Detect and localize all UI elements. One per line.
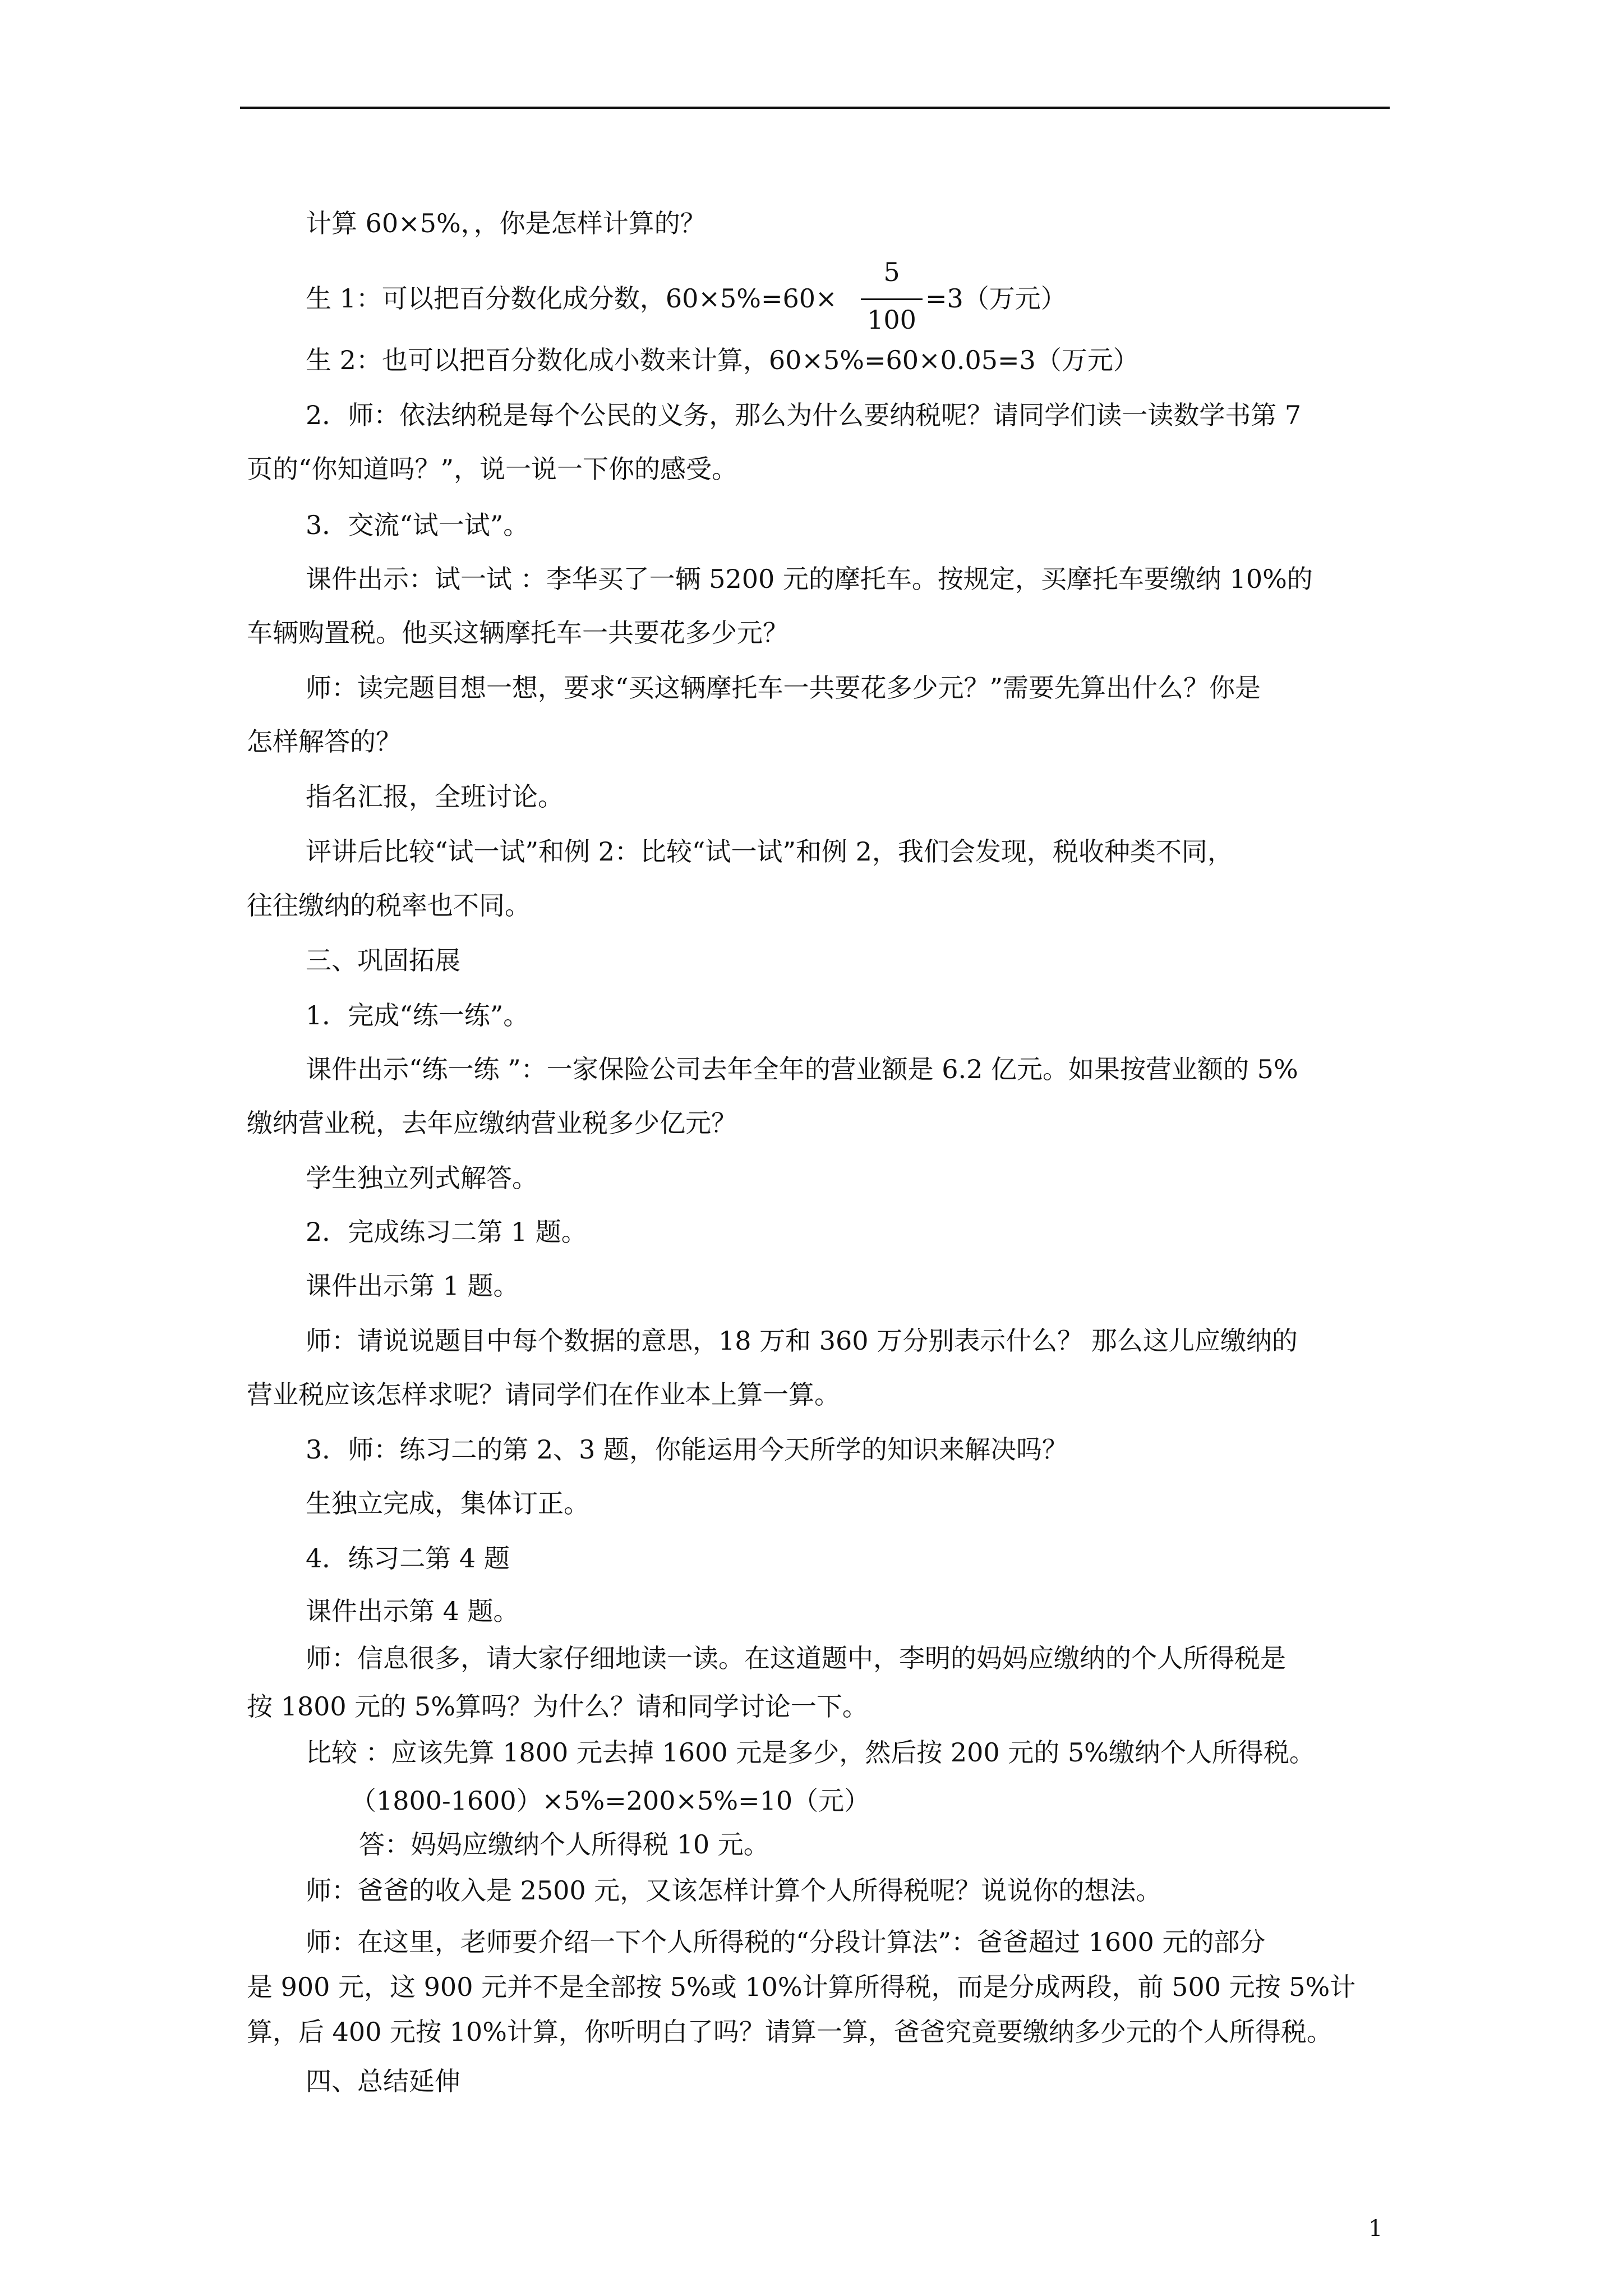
text-line: 1．完成“练一练”。 (306, 1000, 529, 1030)
section-heading: 三、巩固拓展 (306, 945, 460, 976)
page-number: 1 (1368, 2216, 1383, 2242)
text-line: 2．师：依法纳税是每个公民的义务，那么为什么要纳税呢？请同学们读一读数学书第 7 (306, 400, 1302, 430)
section-heading: 四、总结延伸 (306, 2066, 460, 2096)
text-line: 2．完成练习二第 1 题。 (306, 1217, 587, 1247)
text-line: 生 1：可以把百分数化成分数，60×5%=60× (306, 283, 837, 314)
text-line: 往往缴纳的税率也不同。 (247, 890, 531, 921)
header-rule (240, 107, 1390, 109)
text-line: 师：请说说题目中每个数据的意思，18 万和 360 万分别表示什么？ 那么这儿应缴纳的 (306, 1326, 1298, 1356)
text-line: 课件出示第 1 题。 (306, 1271, 519, 1301)
fraction-numerator: 5 (883, 257, 900, 287)
text-line: 按 1800 元的 5%算吗？为什么？请和同学讨论一下。 (247, 1691, 868, 1722)
text-line: 指名汇报，全班讨论。 (306, 781, 564, 812)
text-line: 比较 ：应该先算 1800 元去掉 1600 元是多少，然后按 200 元的 5%缴纳个人所得税。 (306, 1737, 1315, 1768)
text-line: 师：读完题目想一想，要求“买这辆摩托车一共要花多少元？”需要先算出什么？你是 (306, 673, 1261, 703)
text-line: 生 2：也可以把百分数化成小数来计算，60×5%=60×0.05=3（万元） (306, 345, 1139, 375)
text-line: 课件出示第 4 题。 (306, 1596, 519, 1626)
text-line: 学生独立列式解答。 (306, 1163, 538, 1193)
text-line: 课件出示“练一练 ”：一家保险公司去年全年的营业额是 6.2 亿元。如果按营业额的 5% (306, 1054, 1298, 1084)
equation-line: （1800-1600）×5%=200×5%=10（元） (351, 1786, 870, 1816)
text-line: =3（万元） (925, 283, 1067, 314)
fraction-bar (861, 298, 923, 300)
text-line: 计算 60×5%，，你是怎样计算的？ (306, 208, 706, 238)
text-line: 算，后 400 元按 10%计算，你听明白了吗？请算一算，爸爸究竟要缴纳多少元的个人所得税。 (247, 2017, 1332, 2047)
text-line: 3．交流“试一试”。 (306, 510, 529, 540)
text-line: 车辆购置税。他买这辆摩托车一共要花多少元？ (247, 618, 789, 648)
answer-line: 答：妈妈应缴纳个人所得税 10 元。 (359, 1829, 769, 1860)
text-line: 4．练习二第 4 题 (306, 1543, 510, 1573)
fraction-denominator: 100 (867, 305, 916, 335)
text-line: 怎样解答的？ (247, 726, 402, 757)
text-line: 页的“你知道吗？”，说一说一下你的感受。 (247, 454, 738, 484)
text-line: 营业税应该怎样求呢？请同学们在作业本上算一算。 (247, 1379, 840, 1410)
text-line: 生独立完成，集体订正。 (306, 1488, 589, 1519)
text-line: 师：爸爸的收入是 2500 元，又该怎样计算个人所得税呢？说说你的想法。 (306, 1875, 1162, 1906)
text-line: 3．师：练习二的第 2、3 题，你能运用今天所学的知识来解决吗？ (306, 1434, 1068, 1465)
text-line: 课件出示：试一试 ：李华买了一辆 5200 元的摩托车。按规定，买摩托车要缴纳 10%的 (306, 564, 1313, 594)
text-line: 评讲后比较“试一试”和例 2：比较“试一试”和例 2，我们会发现，税收种类不同， (306, 836, 1233, 867)
text-line: 是 900 元，这 900 元并不是全部按 5%或 10%计算所得税，而是分成两段，前 500 元按 5%计 (247, 1972, 1356, 2002)
text-line: 师：在这里，老师要介绍一下个人所得税的“分段计算法”：爸爸超过 1600 元的部分 (306, 1927, 1266, 1957)
text-line: 缴纳营业税，去年应缴纳营业税多少亿元？ (247, 1108, 737, 1138)
text-line: 师：信息很多，请大家仔细地读一读。在这道题中，李明的妈妈应缴纳的个人所得税是 (306, 1643, 1286, 1673)
